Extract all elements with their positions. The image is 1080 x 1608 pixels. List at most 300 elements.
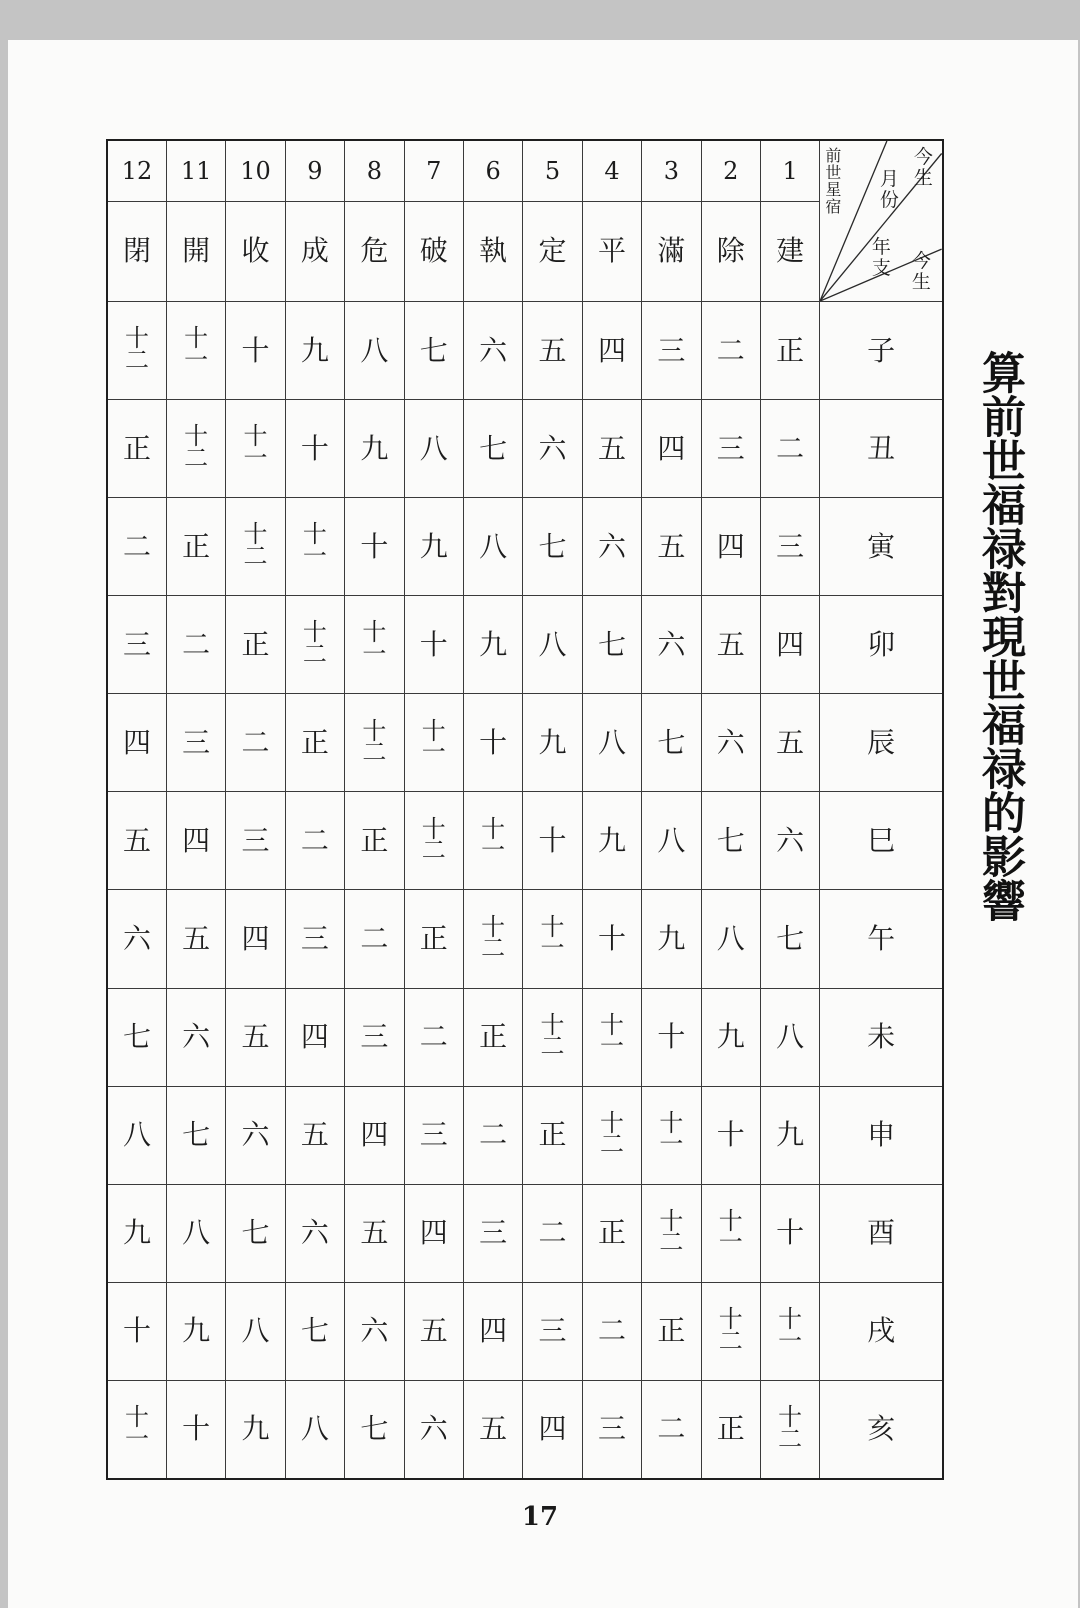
- year-branch-cell: 巳: [820, 792, 943, 890]
- month-value: 十: [538, 823, 567, 857]
- year-branch-cell: 午: [820, 890, 943, 988]
- month-value: 八: [538, 627, 567, 661]
- month-value: 五: [597, 431, 626, 465]
- now-sheng-bottom-label: 今 生: [911, 250, 931, 293]
- month-cell: [760, 890, 819, 988]
- month-value: 三: [776, 529, 805, 563]
- month-value: 七: [300, 1314, 329, 1348]
- month-value: 十 二: [302, 618, 327, 669]
- month-value: 十: [241, 333, 270, 367]
- month-cell: [582, 498, 641, 596]
- month-cell: [463, 1184, 522, 1282]
- month-value: 十: [597, 921, 626, 955]
- month-cell: [226, 596, 285, 694]
- column-name-cell: 平: [582, 201, 641, 301]
- month-value: 十 二: [599, 1108, 624, 1159]
- month-value: 十 一: [481, 814, 506, 865]
- month-value: 十: [360, 529, 389, 563]
- month-cell: [166, 1086, 225, 1184]
- column-name-cell: 定: [523, 201, 582, 301]
- month-cell: [642, 596, 701, 694]
- year-branch-cell: 丑: [820, 400, 943, 498]
- month-cell: [226, 1282, 285, 1380]
- month-cell: [285, 498, 344, 596]
- month-value: 十 二: [184, 422, 209, 472]
- month-cell: [582, 1086, 641, 1184]
- month-value: 正: [182, 529, 211, 563]
- month-value: 五: [657, 529, 686, 563]
- month-value: 五: [241, 1020, 270, 1054]
- month-value: 四: [182, 823, 211, 857]
- month-value: 二: [182, 627, 211, 661]
- month-value: 二: [776, 431, 805, 465]
- month-value: 四: [776, 627, 805, 661]
- month-value: 五: [716, 627, 745, 661]
- month-value: 三: [360, 1020, 389, 1054]
- month-value: 二: [241, 725, 270, 759]
- month-cell: [642, 792, 701, 890]
- month-value: 十: [300, 431, 329, 465]
- month-value: 九: [241, 1412, 270, 1446]
- month-cell: [582, 792, 641, 890]
- month-value: 十 二: [481, 912, 506, 963]
- month-cell: [701, 400, 760, 498]
- month-cell: [760, 792, 819, 890]
- month-value: 十 一: [778, 1304, 803, 1355]
- table-row: [107, 1380, 943, 1479]
- column-number-cell: 8: [345, 140, 404, 201]
- month-cell: [642, 400, 701, 498]
- month-cell: [404, 302, 463, 400]
- month-cell: [107, 1282, 166, 1380]
- month-label: 月 份: [879, 168, 899, 211]
- month-value: 八: [360, 333, 389, 367]
- month-value: 六: [122, 921, 151, 955]
- month-value: 十 二: [362, 716, 387, 767]
- month-value: 六: [776, 823, 805, 857]
- month-value: 五: [300, 1118, 329, 1152]
- month-cell: [463, 694, 522, 792]
- month-value: 正: [360, 823, 389, 857]
- month-cell: [523, 792, 582, 890]
- month-value: 十 一: [124, 1403, 149, 1453]
- month-value: 四: [360, 1118, 389, 1152]
- month-value: 七: [657, 725, 686, 759]
- month-value: 十 一: [302, 520, 327, 571]
- month-cell: [463, 596, 522, 694]
- month-value: 十 二: [778, 1403, 803, 1453]
- month-value: 四: [300, 1020, 329, 1054]
- month-value: 六: [597, 529, 626, 563]
- month-cell: [582, 302, 641, 400]
- year-branch-cell: 子: [820, 302, 943, 400]
- month-value: 五: [538, 333, 567, 367]
- month-cell: [285, 1380, 344, 1479]
- month-cell: [701, 988, 760, 1086]
- month-value: 九: [716, 1020, 745, 1054]
- month-value: 正: [716, 1412, 745, 1446]
- month-cell: [345, 596, 404, 694]
- month-cell: [285, 1282, 344, 1380]
- month-cell: [107, 596, 166, 694]
- month-value: 五: [479, 1412, 508, 1446]
- year-branch-cell: 酉: [820, 1184, 943, 1282]
- month-cell: [345, 792, 404, 890]
- month-value: 八: [657, 823, 686, 857]
- month-cell: [404, 400, 463, 498]
- month-cell: [760, 988, 819, 1086]
- month-cell: [107, 1380, 166, 1479]
- month-value: 十: [479, 725, 508, 759]
- month-value: 十 一: [184, 324, 209, 374]
- month-value: 七: [538, 529, 567, 563]
- month-cell: [226, 890, 285, 988]
- month-value: 九: [122, 1216, 151, 1250]
- month-cell: [404, 1184, 463, 1282]
- month-cell: [642, 498, 701, 596]
- month-cell: [285, 1184, 344, 1282]
- column-name-cell: 開: [166, 201, 225, 301]
- month-cell: [701, 1184, 760, 1282]
- month-cell: [523, 1184, 582, 1282]
- month-cell: [166, 988, 225, 1086]
- month-value: 正: [122, 431, 151, 465]
- year-branch-label: 年 支: [871, 236, 891, 279]
- month-value: 六: [300, 1216, 329, 1250]
- month-value: 八: [776, 1020, 805, 1054]
- month-cell: [642, 694, 701, 792]
- month-value: 十 一: [243, 422, 268, 472]
- month-value: 六: [479, 333, 508, 367]
- month-value: 八: [716, 921, 745, 955]
- month-cell: [642, 890, 701, 988]
- month-cell: [701, 498, 760, 596]
- month-value: 四: [241, 921, 270, 955]
- column-number-cell: 3: [642, 140, 701, 201]
- month-cell: [285, 1086, 344, 1184]
- month-value: 五: [360, 1216, 389, 1250]
- column-number-cell: 2: [701, 140, 760, 201]
- month-value: 五: [419, 1314, 448, 1348]
- month-cell: [345, 988, 404, 1086]
- month-value: 九: [300, 333, 329, 367]
- month-cell: [760, 1282, 819, 1380]
- month-cell: [226, 498, 285, 596]
- year-branch-cell: 寅: [820, 498, 943, 596]
- column-name-cell: 閉: [107, 201, 166, 301]
- month-cell: [760, 694, 819, 792]
- month-cell: [523, 890, 582, 988]
- month-cell: [345, 498, 404, 596]
- month-value: 七: [776, 921, 805, 955]
- month-cell: [107, 694, 166, 792]
- month-value: 十: [657, 1020, 686, 1054]
- month-cell: [166, 596, 225, 694]
- prev-life-star-label: 前 世 星 宿: [825, 146, 842, 216]
- month-cell: [107, 302, 166, 400]
- month-cell: [582, 988, 641, 1086]
- month-value: 九: [657, 921, 686, 955]
- month-value: 十 二: [659, 1206, 684, 1257]
- month-value: 七: [182, 1118, 211, 1152]
- month-value: 八: [597, 725, 626, 759]
- month-cell: [760, 596, 819, 694]
- column-number-cell: 7: [404, 140, 463, 201]
- month-cell: [166, 302, 225, 400]
- table-row: [107, 988, 943, 1086]
- month-value: 七: [241, 1216, 270, 1250]
- month-value: 八: [241, 1314, 270, 1348]
- year-branch-cell: 卯: [820, 596, 943, 694]
- month-cell: [107, 988, 166, 1086]
- month-value: 三: [538, 1314, 567, 1348]
- month-cell: [166, 498, 225, 596]
- month-value: 十 一: [540, 912, 565, 963]
- month-value: 十: [182, 1412, 211, 1446]
- month-cell: [226, 302, 285, 400]
- month-value: 八: [479, 529, 508, 563]
- month-value: 十 一: [659, 1108, 684, 1159]
- month-cell: [760, 302, 819, 400]
- month-cell: [582, 596, 641, 694]
- month-cell: [345, 694, 404, 792]
- month-value: 五: [122, 823, 151, 857]
- month-value: 正: [776, 333, 805, 367]
- month-value: 九: [360, 431, 389, 465]
- month-cell: [166, 792, 225, 890]
- month-value: 九: [538, 725, 567, 759]
- month-cell: [404, 988, 463, 1086]
- column-name-cell: 破: [404, 201, 463, 301]
- month-value: 四: [597, 333, 626, 367]
- month-cell: [404, 890, 463, 988]
- month-value: 十 二: [718, 1304, 743, 1355]
- month-cell: [701, 694, 760, 792]
- table-row: [107, 498, 943, 596]
- month-value: 三: [716, 431, 745, 465]
- table-row: [107, 1086, 943, 1184]
- month-cell: [166, 890, 225, 988]
- month-value: 三: [419, 1118, 448, 1152]
- month-value: 七: [360, 1412, 389, 1446]
- month-value: 三: [182, 725, 211, 759]
- month-value: 十 一: [362, 618, 387, 669]
- column-name-cell: 收: [226, 201, 285, 301]
- month-cell: [107, 1184, 166, 1282]
- month-cell: [285, 890, 344, 988]
- month-value: 三: [597, 1412, 626, 1446]
- month-cell: [107, 400, 166, 498]
- month-value: 二: [657, 1412, 686, 1446]
- month-cell: [523, 596, 582, 694]
- month-cell: [582, 1380, 641, 1479]
- month-value: 十 二: [421, 814, 446, 865]
- month-cell: [582, 1184, 641, 1282]
- month-cell: [701, 596, 760, 694]
- month-cell: [107, 1086, 166, 1184]
- month-value: 八: [122, 1118, 151, 1152]
- month-cell: [760, 1086, 819, 1184]
- month-cell: [463, 890, 522, 988]
- month-value: 三: [657, 333, 686, 367]
- month-cell: [523, 1086, 582, 1184]
- month-value: 七: [716, 823, 745, 857]
- month-value: 十 一: [718, 1206, 743, 1257]
- month-cell: [760, 400, 819, 498]
- month-cell: [285, 400, 344, 498]
- month-cell: [642, 988, 701, 1086]
- month-cell: [463, 1086, 522, 1184]
- month-cell: [345, 1282, 404, 1380]
- month-cell: [523, 1380, 582, 1479]
- month-value: 四: [419, 1216, 448, 1250]
- column-number-cell: 12: [107, 140, 166, 201]
- column-name-row: [107, 201, 943, 301]
- month-value: 二: [360, 921, 389, 955]
- month-cell: [463, 400, 522, 498]
- month-value: 十: [716, 1118, 745, 1152]
- month-value: 十 二: [243, 520, 268, 571]
- corner-header-cell: [820, 140, 943, 302]
- month-value: 三: [122, 627, 151, 661]
- month-value: 正: [597, 1216, 626, 1250]
- now-sheng-top-label: 今 生: [913, 146, 933, 189]
- month-cell: [345, 400, 404, 498]
- month-value: 二: [479, 1118, 508, 1152]
- year-branch-cell: 未: [820, 988, 943, 1086]
- month-value: 三: [241, 823, 270, 857]
- month-cell: [701, 890, 760, 988]
- month-value: 二: [716, 333, 745, 367]
- month-cell: [166, 1380, 225, 1479]
- year-branch-cell: 戌: [820, 1282, 943, 1380]
- month-cell: [642, 1184, 701, 1282]
- month-cell: [523, 694, 582, 792]
- table-row: [107, 400, 943, 498]
- month-cell: [285, 302, 344, 400]
- month-cell: [582, 694, 641, 792]
- month-cell: [166, 400, 225, 498]
- month-value: 三: [300, 921, 329, 955]
- month-value: 八: [182, 1216, 211, 1250]
- column-number-cell: 9: [285, 140, 344, 201]
- month-value: 七: [122, 1020, 151, 1054]
- month-cell: [166, 694, 225, 792]
- month-value: 二: [122, 529, 151, 563]
- month-value: 六: [182, 1020, 211, 1054]
- month-cell: [523, 988, 582, 1086]
- month-cell: [226, 1086, 285, 1184]
- month-value: 九: [419, 529, 448, 563]
- month-cell: [760, 1184, 819, 1282]
- month-cell: [226, 792, 285, 890]
- month-cell: [760, 498, 819, 596]
- table-row: [107, 890, 943, 988]
- month-value: 八: [419, 431, 448, 465]
- column-number-cell: 6: [463, 140, 522, 201]
- month-cell: [642, 1086, 701, 1184]
- month-cell: [523, 400, 582, 498]
- month-cell: [582, 890, 641, 988]
- month-value: 十: [122, 1314, 151, 1348]
- month-value: 六: [716, 725, 745, 759]
- month-cell: [107, 792, 166, 890]
- month-value: 五: [182, 921, 211, 955]
- month-cell: [701, 1282, 760, 1380]
- month-value: 四: [657, 431, 686, 465]
- month-value: 九: [479, 627, 508, 661]
- month-value: 四: [479, 1314, 508, 1348]
- table-row: [107, 302, 943, 400]
- month-cell: [463, 988, 522, 1086]
- month-cell: [523, 1282, 582, 1380]
- month-value: 正: [241, 627, 270, 661]
- month-cell: [226, 1184, 285, 1282]
- table-row: [107, 1282, 943, 1380]
- month-value: 正: [538, 1118, 567, 1152]
- month-cell: [404, 1282, 463, 1380]
- month-value: 九: [182, 1314, 211, 1348]
- month-cell: [463, 792, 522, 890]
- month-cell: [404, 792, 463, 890]
- month-cell: [760, 1380, 819, 1479]
- month-cell: [582, 400, 641, 498]
- month-cell: [642, 302, 701, 400]
- column-name-cell: 執: [463, 201, 522, 301]
- month-cell: [701, 1380, 760, 1479]
- column-name-cell: 除: [701, 201, 760, 301]
- year-branch-cell: 辰: [820, 694, 943, 792]
- month-cell: [285, 596, 344, 694]
- year-branch-cell: 申: [820, 1086, 943, 1184]
- month-value: 六: [657, 627, 686, 661]
- month-cell: [523, 498, 582, 596]
- year-branch-cell: 亥: [820, 1380, 943, 1479]
- month-value: 十: [776, 1216, 805, 1250]
- fortune-table: [106, 139, 944, 1480]
- month-value: 六: [538, 431, 567, 465]
- month-cell: [463, 302, 522, 400]
- column-number-cell: 4: [582, 140, 641, 201]
- month-value: 二: [597, 1314, 626, 1348]
- table-row: [107, 1184, 943, 1282]
- month-cell: [701, 1086, 760, 1184]
- column-number-cell: 10: [226, 140, 285, 201]
- month-value: 正: [479, 1020, 508, 1054]
- column-name-cell: 滿: [642, 201, 701, 301]
- month-value: 十 一: [599, 1010, 624, 1061]
- month-value: 四: [122, 725, 151, 759]
- page-title: 算前世福禄對現世福禄的影響: [974, 350, 1025, 922]
- month-value: 二: [300, 823, 329, 857]
- month-cell: [642, 1380, 701, 1479]
- month-cell: [404, 596, 463, 694]
- month-cell: [582, 1282, 641, 1380]
- column-name-cell: 成: [285, 201, 344, 301]
- month-value: 十 二: [124, 324, 149, 374]
- month-value: 三: [479, 1216, 508, 1250]
- month-value: 十 二: [540, 1010, 565, 1061]
- month-value: 二: [419, 1020, 448, 1054]
- month-cell: [107, 890, 166, 988]
- month-cell: [226, 694, 285, 792]
- month-value: 二: [538, 1216, 567, 1250]
- month-value: 正: [300, 725, 329, 759]
- month-value: 十: [419, 627, 448, 661]
- table-row: [107, 596, 943, 694]
- month-cell: [463, 498, 522, 596]
- month-cell: [404, 1086, 463, 1184]
